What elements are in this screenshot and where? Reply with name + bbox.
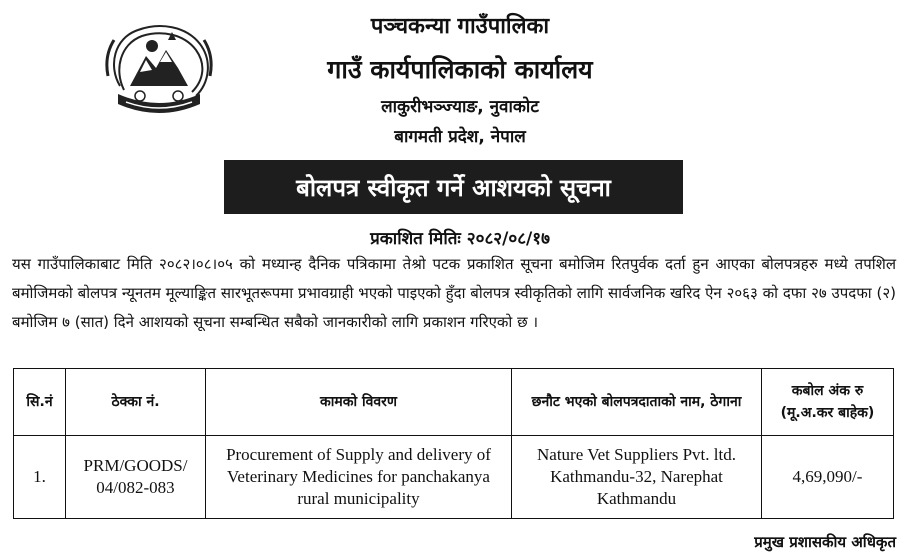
signer-title: प्रमुख प्रशासकीय अधिकृत <box>754 533 896 551</box>
notice-body: यस गाउँपालिकाबाट मिति २०८२।०८।०५ को मध्यान्ह दैनिक पत्रिकामा तेश्रो पटक प्रकाशित सूचना बमोजिम रितपुर्वक दर्ता हुन आएका बोलपत्रहरु मध्ये तपशिल बमोजिमको बोलपत्र न्यूनतम मूल्याङ्कित सारभूतरूपमा प्रभावग्राही भएको पाइएको हुँदा बोलपत्र स्वीकृतिको लागि सार्वजनिक खरिद ऐन २०६३ को दफा २७ उपदफा (२) बमोजिम ७ (सात) दिने आशयको सूचना सम्बन्धित सबैको जानकारीको लागि प्रकाशन गरिएको छ । <box>12 255 896 331</box>
header-bidder: छनौट भएको बोलपत्रदाताको नाम, ठेगाना <box>512 369 762 436</box>
office-location: लाकुरीभञ्ज्याङ, नुवाकोट <box>381 97 539 117</box>
cell-bidder: Nature Vet Suppliers Pvt. ltd. Kathmandu-32, Narephat Kathmandu <box>512 436 762 519</box>
office-name: गाउँ कार्यपालिकाको कार्यालय <box>327 55 593 84</box>
header-sn: सि.नं <box>14 369 66 436</box>
cell-amount: 4,69,090/- <box>762 436 894 519</box>
municipality-name: पञ्चकन्या गाउँपालिका <box>370 14 550 39</box>
header-description: कामको विवरण <box>206 369 512 436</box>
office-province: बागमती प्रदेश, नेपाल <box>394 127 526 147</box>
cell-contract-no: PRM/GOODS/ 04/082-083 <box>66 436 206 519</box>
header-amount: कबोल अंक रु (मू.अ.कर बाहेक) <box>762 369 894 436</box>
table-header-row <box>14 369 894 436</box>
notice-title: बोलपत्र स्वीकृत गर्ने आशयको सूचना <box>224 160 683 214</box>
award-table <box>13 368 894 519</box>
cell-description: Procurement of Supply and delivery of Veterinary Medicines for panchakanya rural municipality <box>206 436 512 519</box>
table-row <box>14 436 894 519</box>
cell-sn: 1. <box>14 436 66 519</box>
published-date: प्रकाशित मितिः २०८२/०८/१७ <box>370 229 550 249</box>
header-contract-no: ठेक्का नं. <box>66 369 206 436</box>
